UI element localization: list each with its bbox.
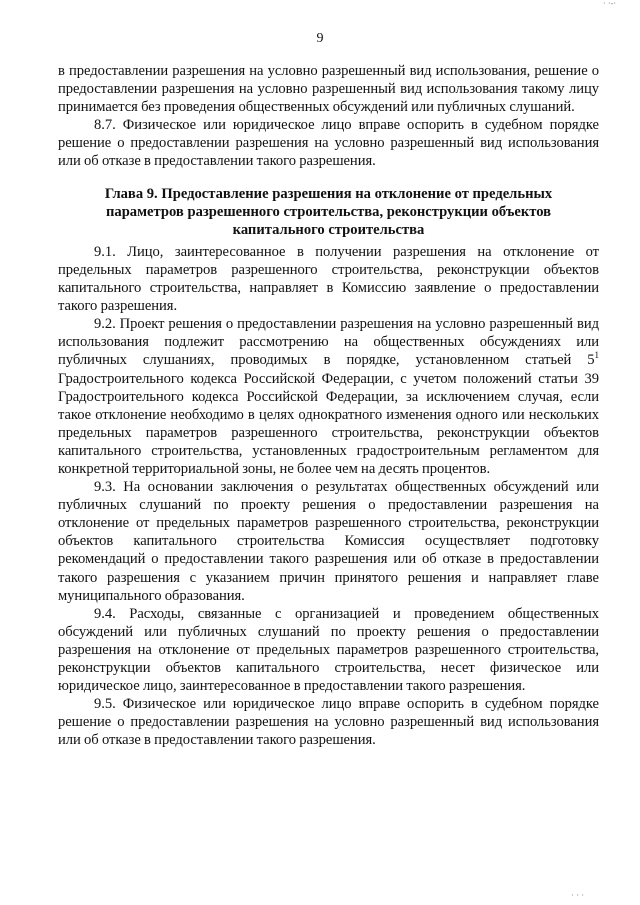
scan-mark-bottom: · · · bbox=[571, 891, 584, 900]
paragraph-9-4: 9.4. Расходы, связанные с организацией и проведением общественных обсуждений или публичных слушаний по проекту решения о предоставлении разрешения на отклонение от предельных параметров разрешенного строительства, реконструкции объектов капитального строительства, несет физическое или юридическое лицо, заинтересованное в предоставлении такого разрешения. bbox=[58, 605, 599, 695]
page-number: 9 bbox=[316, 31, 324, 46]
article-superscript: 1 bbox=[594, 350, 599, 361]
paragraph-9-2-text-end: Градостроительного кодекса Российской Федерации, с учетом положений статьи 39 Градостроительного кодекса Российской Федерации, за исключением случая, если такое отклонение необходимо в целях однократного изменения одного или нескольких предельных параметров разрешенного строительства, реконструкции объектов капитального строительства, установленных градостроительным регламентом для конкретной территориальной зоны, не более чем на десять процентов. bbox=[58, 370, 599, 477]
paragraph-8-6-continuation: в предоставлении разрешения на условно разрешенный вид использования, решение о предоставлении разрешения на условно разрешенный вид использования такому лицу принимается без проведения общественных обсуждений или публичных слушаний. bbox=[58, 63, 599, 116]
chapter-9-heading: Глава 9. Предоставление разрешения на отклонение от предельных параметров разрешенного строительства, реконструкции объектов капитального строительства bbox=[104, 185, 553, 238]
paragraph-9-5: 9.5. Физическое или юридическое лицо вправе оспорить в судебном порядке решение о предоставлении разрешения на условно разрешенный вид использования или об отказе в предоставлении такого разрешения. bbox=[58, 696, 599, 749]
document-body bbox=[58, 62, 599, 749]
paragraph-8-7: 8.7. Физическое или юридическое лицо вправе оспорить в судебном порядке решение о предоставлении разрешения на условно разрешенный вид использования или об отказе в предоставлении такого разрешения. bbox=[58, 117, 599, 170]
paragraph-9-2 bbox=[58, 315, 599, 478]
paragraph-9-1: 9.1. Лицо, заинтересованное в получении разрешения на отклонение от предельных параметров разрешенного строительства, реконструкции объектов капитального строительства, направляет в Комиссию заявление о предоставлении такого разрешения. bbox=[58, 243, 599, 315]
scan-mark-top: · ·-· bbox=[602, 0, 616, 8]
paragraph-9-2-text-start: 9.2. Проект решения о предоставлении разрешения на условно разрешенный вид использования подлежит рассмотрению на общественных обсуждениях или публичных слушаниях, проводимых в порядке, установленном статьей 5 bbox=[58, 316, 599, 369]
paragraph-9-3: 9.3. На основании заключения о результатах общественных обсуждений или публичных слушаний по проекту решения о предоставлении разрешения на отклонение от предельных параметров разрешенного строительства, реконструкции объектов капитального строительства Комиссия осуществляет подготовку рекомендаций о предоставлении такого разрешения или об отказе в предоставлении такого разрешения с указанием причин принятого решения и направляет главе муниципального образования. bbox=[58, 479, 599, 604]
